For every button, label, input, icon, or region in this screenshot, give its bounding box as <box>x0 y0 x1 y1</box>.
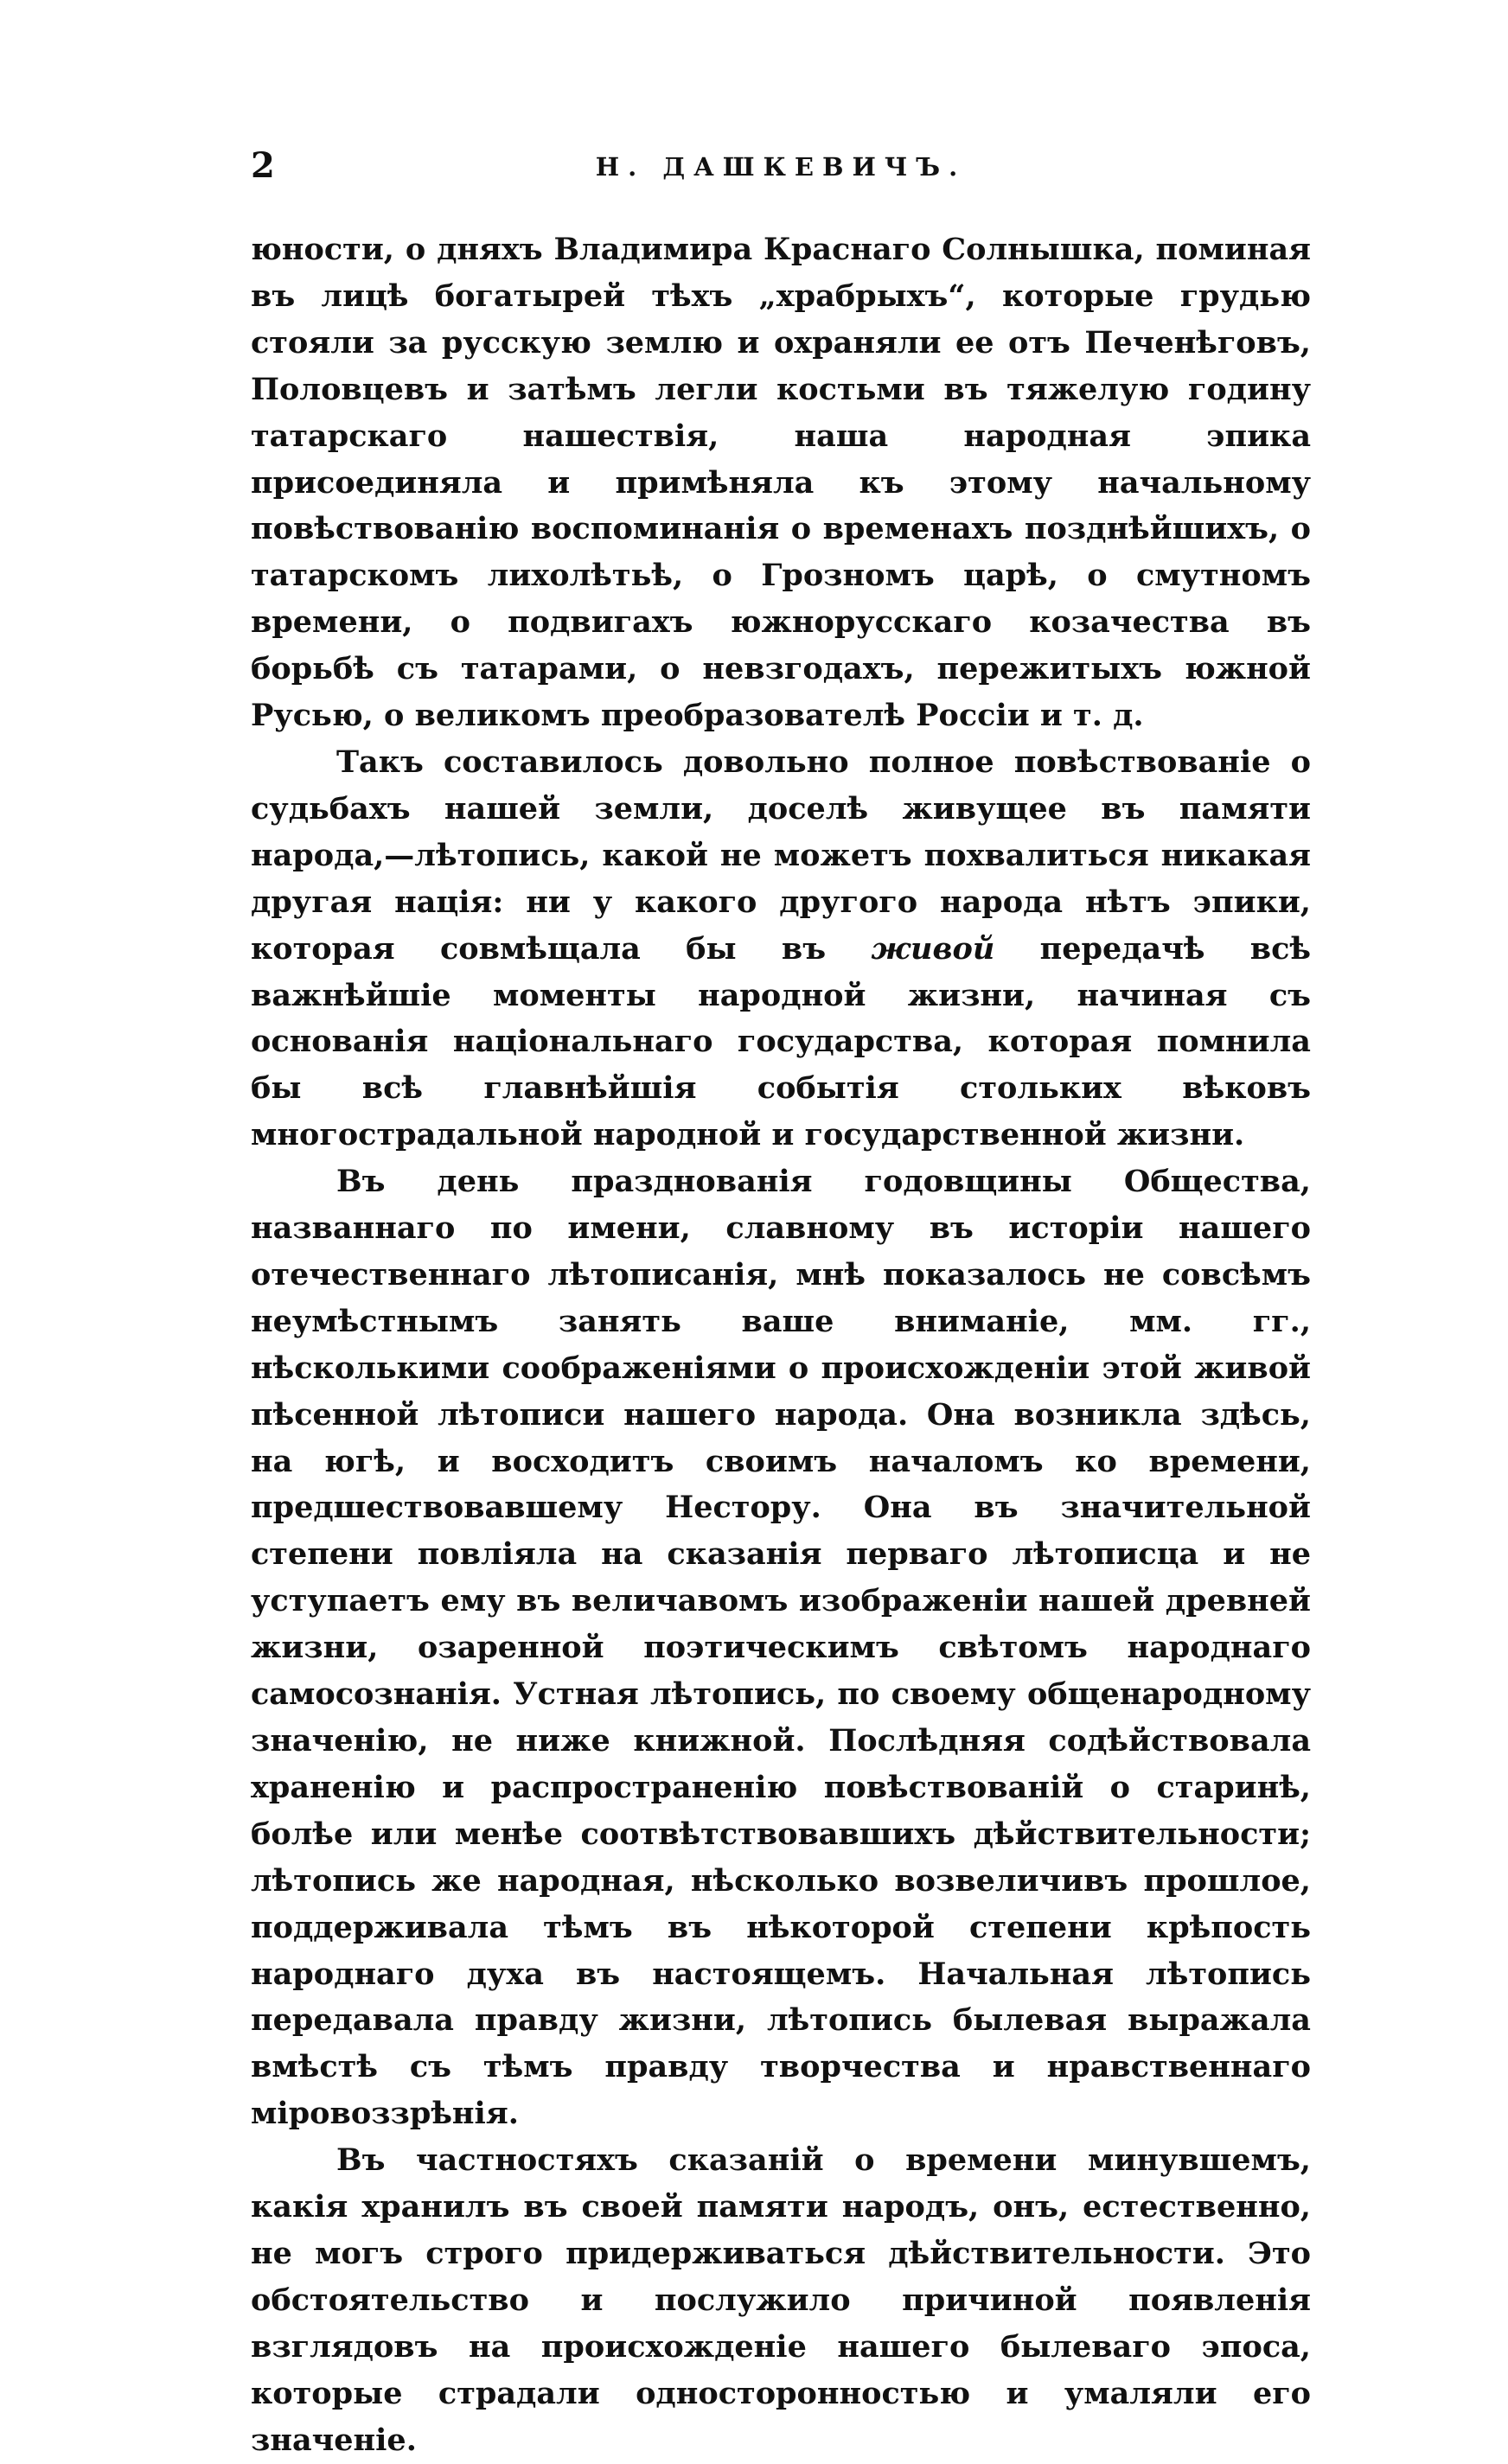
paragraph-2-text-a: Такъ составилось довольно полное повѣствованіе о судьбахъ нашей земли, доселѣ живущее въ памяти народа,—лѣтопись, какой не можетъ похвалиться никакая другая нація: ни у какого другого народа нѣтъ эпики, которая совмѣщала бы въ <box>251 744 1311 967</box>
paragraph-1: юности, о дняхъ Владимира Краснаго Солнышка, поминая въ лицѣ богатырей тѣхъ „храбрыхъ“, которые грудью стояли за русскую землю и охраняли ее отъ Печенѣговъ, Половцевъ и затѣмъ легли костьми въ тяжелую годину татарскаго нашествія, наша народная эпика присоединяла и примѣняла къ этому начальному повѣствованію воспоминанія о временахъ позднѣйшихъ, о татарскомъ лихолѣтьѣ, о Грозномъ царѣ, о смутномъ времени, о подвигахъ южнорусскаго козачества въ борьбѣ съ татарами, о невзгодахъ, пережитыхъ южной Русью, о великомъ преобразователѣ Россіи и т. д. <box>251 232 1311 734</box>
paragraph-2 <box>251 739 1311 1159</box>
paragraph-4: Въ частностяхъ сказаній о времени минувшемъ, какія хранилъ въ своей памяти народъ, онъ, естественно, не могъ строго придерживаться дѣйствительности. Это обстоятельство и послужило причиной появленія взглядовъ на происхожденіе нашего былеваго эпоса, которые страдали односторонностью и умаляли его значеніе. <box>251 2142 1311 2458</box>
emphasized-word: живой <box>871 930 995 967</box>
body-text <box>251 227 1311 2464</box>
page-number: 2 <box>251 145 275 186</box>
page-header <box>251 145 1311 197</box>
paragraph-2-text-b: передачѣ всѣ важнѣйшіе моменты народной жизни, начиная съ основанія національнаго государства, которая помнила бы всѣ главнѣйшія событія стольких вѣковъ многострадальной народной и государственной жизни. <box>251 930 1311 1153</box>
paragraph-3: Въ день празднованія годовщины Общества, названнаго по имени, славному въ исторіи нашего отечественнаго лѣтописанія, мнѣ показалось не совсѣмъ неумѣстнымъ занять ваше вниманіе, мм. гг., нѣсколькими соображеніями о происхожденіи этой живой пѣсенной лѣтописи нашего народа. Она возникла здѣсь, на югѣ, и восходитъ своимъ началомъ ко времени, предшествовавшему Нестору. Она въ значительной степени повліяла на сказанія перваго лѣтописца и не уступаетъ ему въ величавомъ изображеніи нашей древней жизни, озаренной поэтическимъ свѣтомъ народнаго самосознанія. Устная лѣтопись, по своему общенародному значенію, не ниже книжной. Послѣдняя содѣйствовала храненію и распространенію повѣствованій о старинѣ, болѣе или менѣе соотвѣтствовавшихъ дѣйствительности; лѣтопись же народная, нѣсколько возвеличивъ прошлое, поддерживала тѣмъ въ нѣкоторой степени крѣпость народнаго духа въ настоящемъ. Начальная лѣтопись передавала правду жизни, лѣтопись былевая выражала вмѣстѣ съ тѣмъ правду творчества и нравственнаго міровоззрѣнія. <box>251 1164 1311 2132</box>
running-head-author: Н. ДАШКЕВИЧЪ. <box>595 152 967 182</box>
